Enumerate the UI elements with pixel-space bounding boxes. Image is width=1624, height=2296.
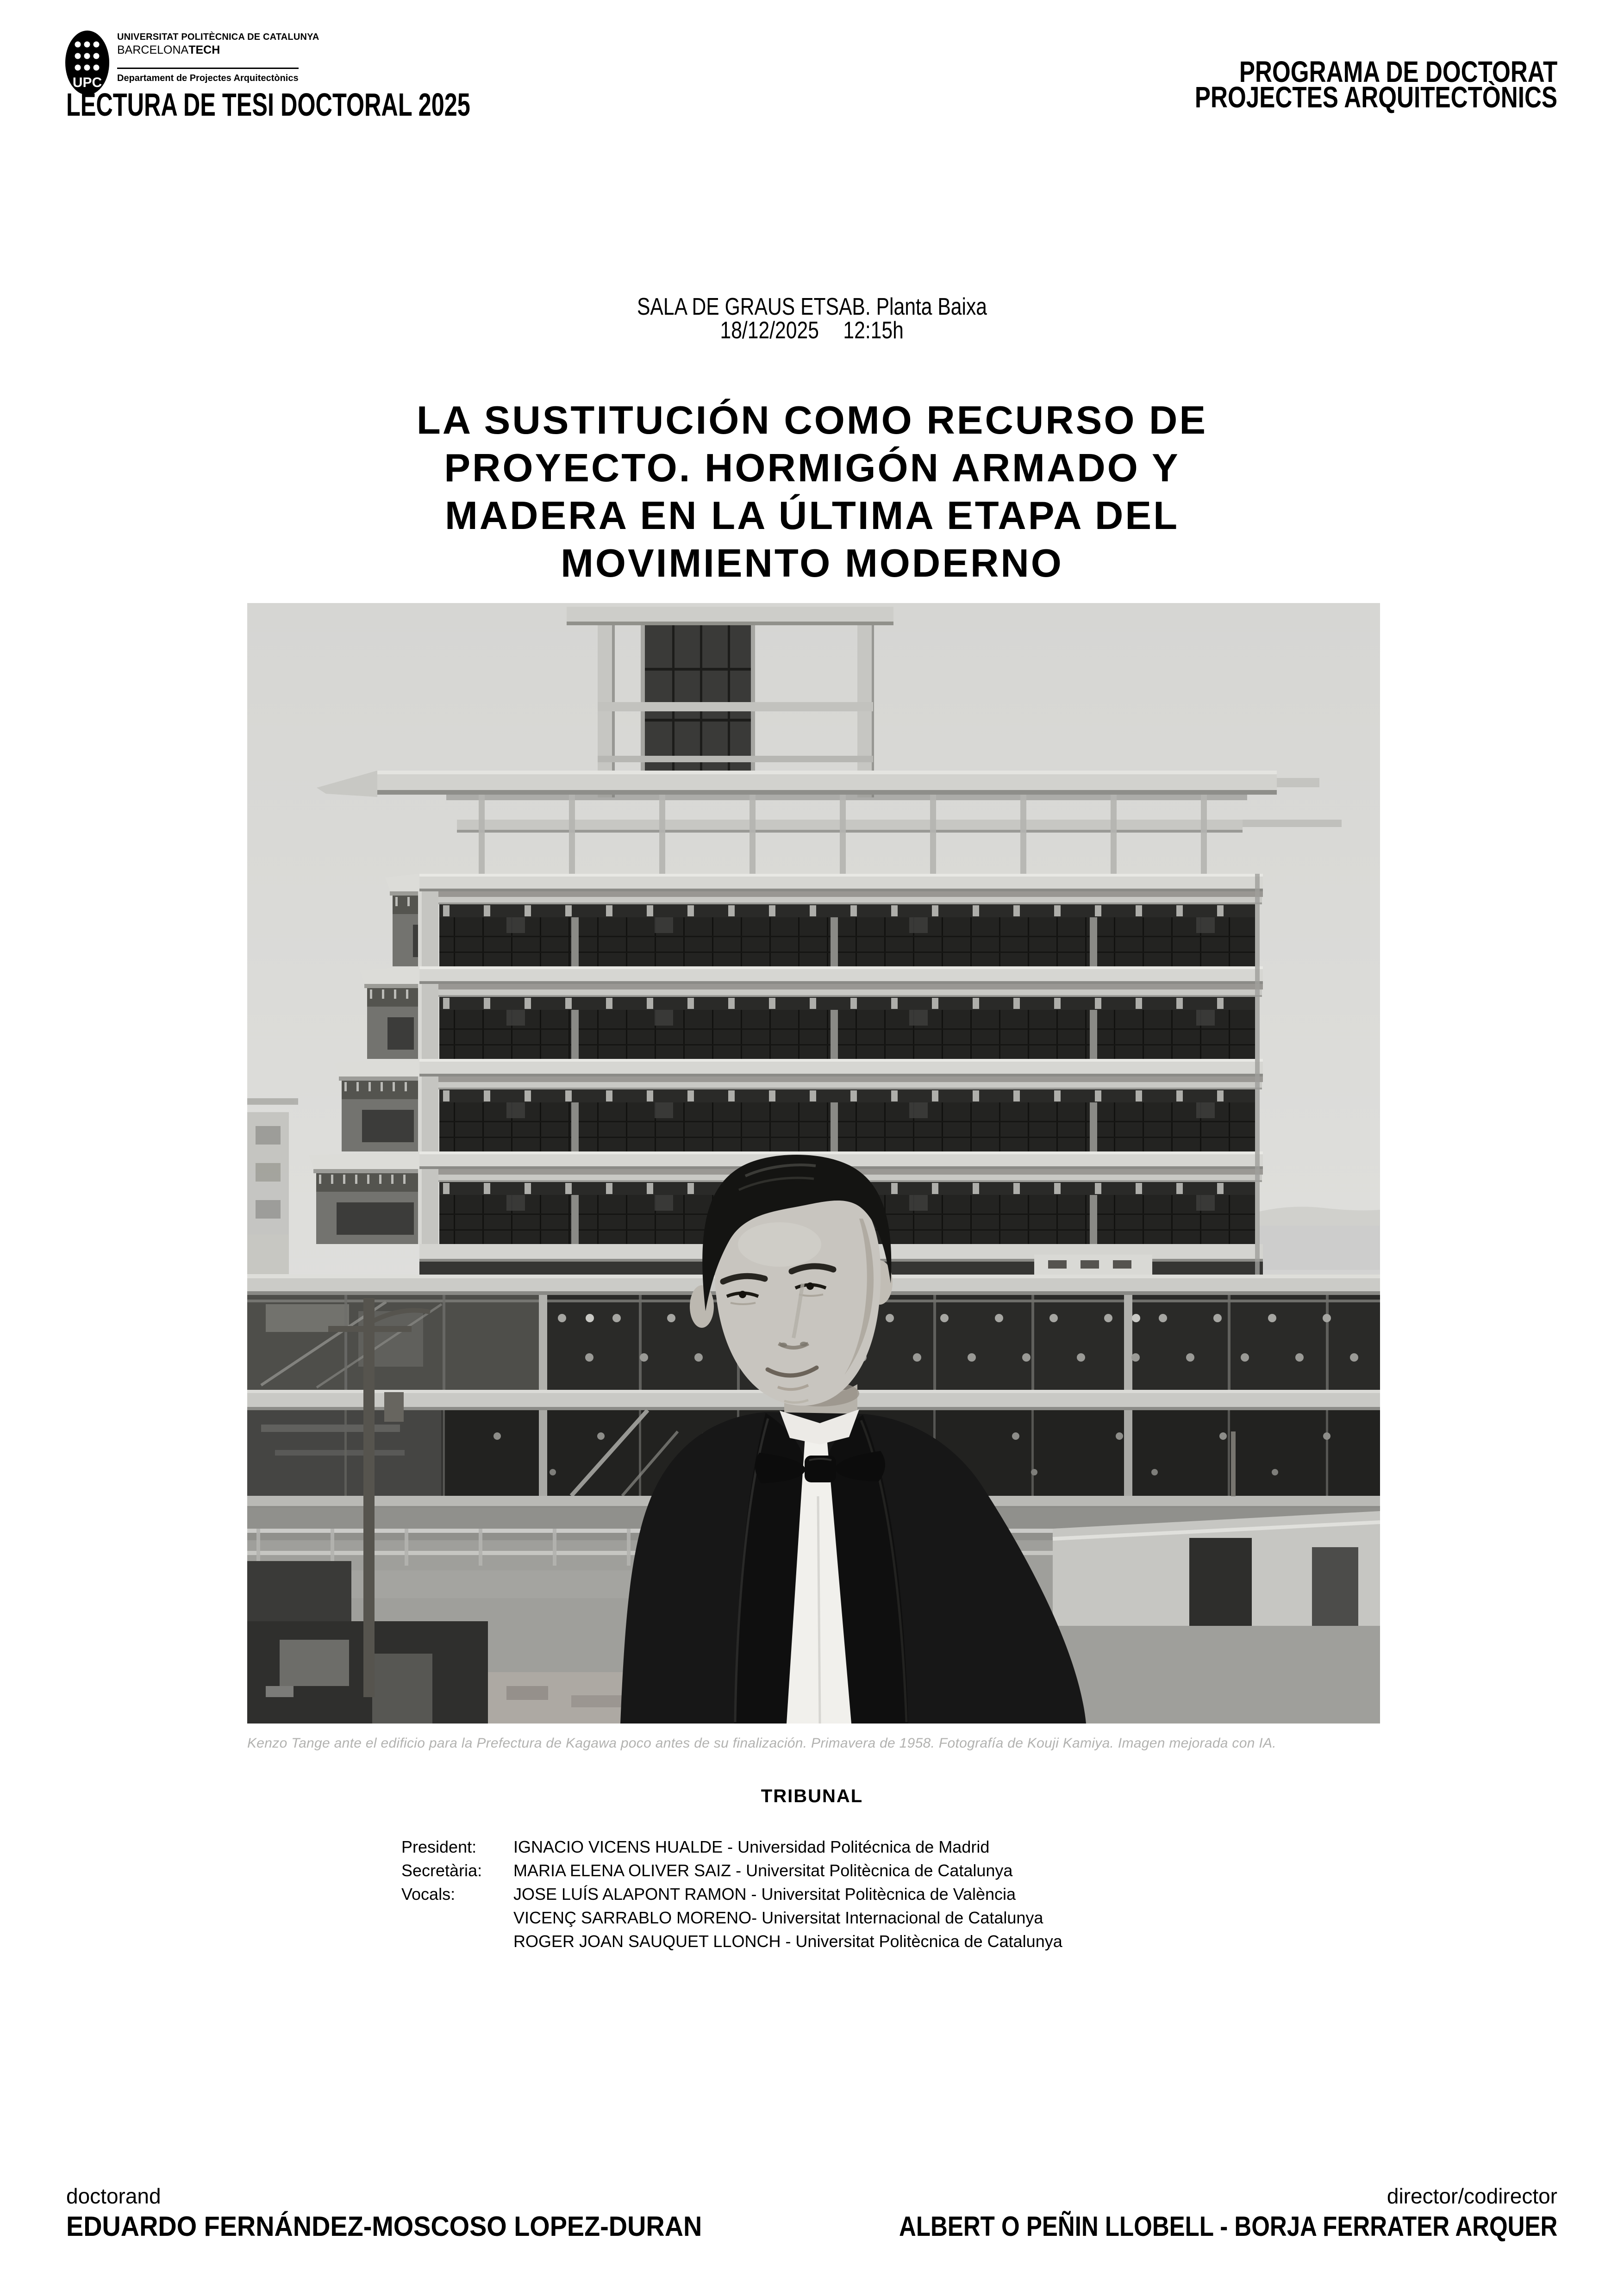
tribunal-row bbox=[401, 1906, 1062, 1929]
tribunal-row bbox=[401, 1835, 1062, 1859]
session-venue: SALA DE GRAUS ETSAB. Planta Baixa bbox=[637, 293, 987, 320]
tribunal-member: IGNACIO VICENS HUALDE - Universidad Politécnica de Madrid bbox=[513, 1837, 990, 1856]
doctorand-block bbox=[66, 2185, 750, 2240]
tribunal-role: Vocals: bbox=[401, 1885, 456, 1904]
tribunal-heading: TRIBUNAL bbox=[761, 1786, 863, 1806]
program-line-2: PROJECTES ARQUITECTÒNICS bbox=[1194, 81, 1557, 114]
upc-acronym: UPC bbox=[72, 75, 102, 90]
director-names: ALBERT O PEÑIN LLOBELL - BORJA FERRATER ARQUER bbox=[899, 2211, 1557, 2242]
bow-tie bbox=[755, 1451, 885, 1483]
tribunal-member: JOSE LUÍS ALAPONT RAMON - Universitat Politècnica de València bbox=[513, 1885, 1016, 1904]
thesis-title-line: MADERA EN LA ÚLTIMA ETAPA DEL bbox=[444, 494, 1180, 538]
photo-horizon bbox=[1259, 1207, 1380, 1275]
thesis-title bbox=[0, 397, 1624, 587]
program-block bbox=[1104, 55, 1557, 114]
photo-caption: Kenzo Tange ante el edificio para la Prefectura de Kagawa poco antes de su finalización. Primavera de 1958. Fotografía de Kouji Kamiya. Imagen mejorada con IA. bbox=[247, 1736, 1276, 1751]
tribunal-row bbox=[401, 1859, 1062, 1882]
building-roof-slab bbox=[317, 771, 1319, 800]
logo-barcelonatech-line bbox=[117, 44, 319, 56]
tribunal-member: ROGER JOAN SAUQUET LLONCH - Universitat Politècnica de Catalunya bbox=[513, 1932, 1062, 1951]
logo-department: Departament de Projectes Arquitectònics bbox=[117, 73, 299, 83]
logo-tech: TECH bbox=[188, 44, 220, 56]
logo-divider bbox=[117, 68, 299, 69]
tribunal-member: MARIA ELENA OLIVER SAIZ - Universitat Politècnica de Catalunya bbox=[513, 1861, 1013, 1880]
thesis-title-line: MOVIMIENTO MODERNO bbox=[561, 541, 1063, 585]
session-block bbox=[0, 295, 1624, 342]
director-block bbox=[783, 2185, 1557, 2240]
upc-logo-icon bbox=[65, 31, 109, 95]
doctorand-name: EDUARDO FERNÁNDEZ-MOSCOSO LOPEZ-DURAN bbox=[66, 2211, 702, 2242]
logo-barcelona: BARCELONA bbox=[117, 44, 189, 56]
thesis-photo bbox=[247, 603, 1380, 1724]
tribunal-role: Secretària: bbox=[401, 1861, 482, 1880]
tribunal-member: VICENÇ SARRABLO MORENO- Universitat Internacional de Catalunya bbox=[513, 1908, 1043, 1927]
doctorand-label: doctorand bbox=[66, 2184, 161, 2208]
tribunal-role bbox=[401, 1929, 513, 1953]
thesis-title-line: LA SUSTITUCIÓN COMO RECURSO DE bbox=[416, 398, 1208, 442]
program-line-1: PROGRAMA DE DOCTORAT bbox=[1239, 55, 1557, 88]
logo-text-block bbox=[117, 32, 319, 56]
thesis-title-line: PROYECTO. HORMIGÓN ARMADO Y bbox=[444, 446, 1180, 490]
tribunal-role bbox=[401, 1906, 513, 1929]
session-time: 12:15h bbox=[843, 317, 904, 344]
tribunal-list bbox=[401, 1835, 1062, 1953]
tribunal-row bbox=[401, 1929, 1062, 1953]
logo-university-line: UNIVERSITAT POLITÈCNICA DE CATALUNYA bbox=[117, 32, 319, 42]
tribunal-role: President: bbox=[401, 1837, 477, 1856]
kenzo-tange-photo-illustration bbox=[247, 603, 1380, 1724]
event-title: LECTURA DE TESI DOCTORAL 2025 bbox=[66, 87, 470, 123]
session-date: 18/12/2025 bbox=[720, 317, 819, 344]
tribunal-row bbox=[401, 1882, 1062, 1906]
director-label: director/codirector bbox=[1387, 2184, 1557, 2208]
